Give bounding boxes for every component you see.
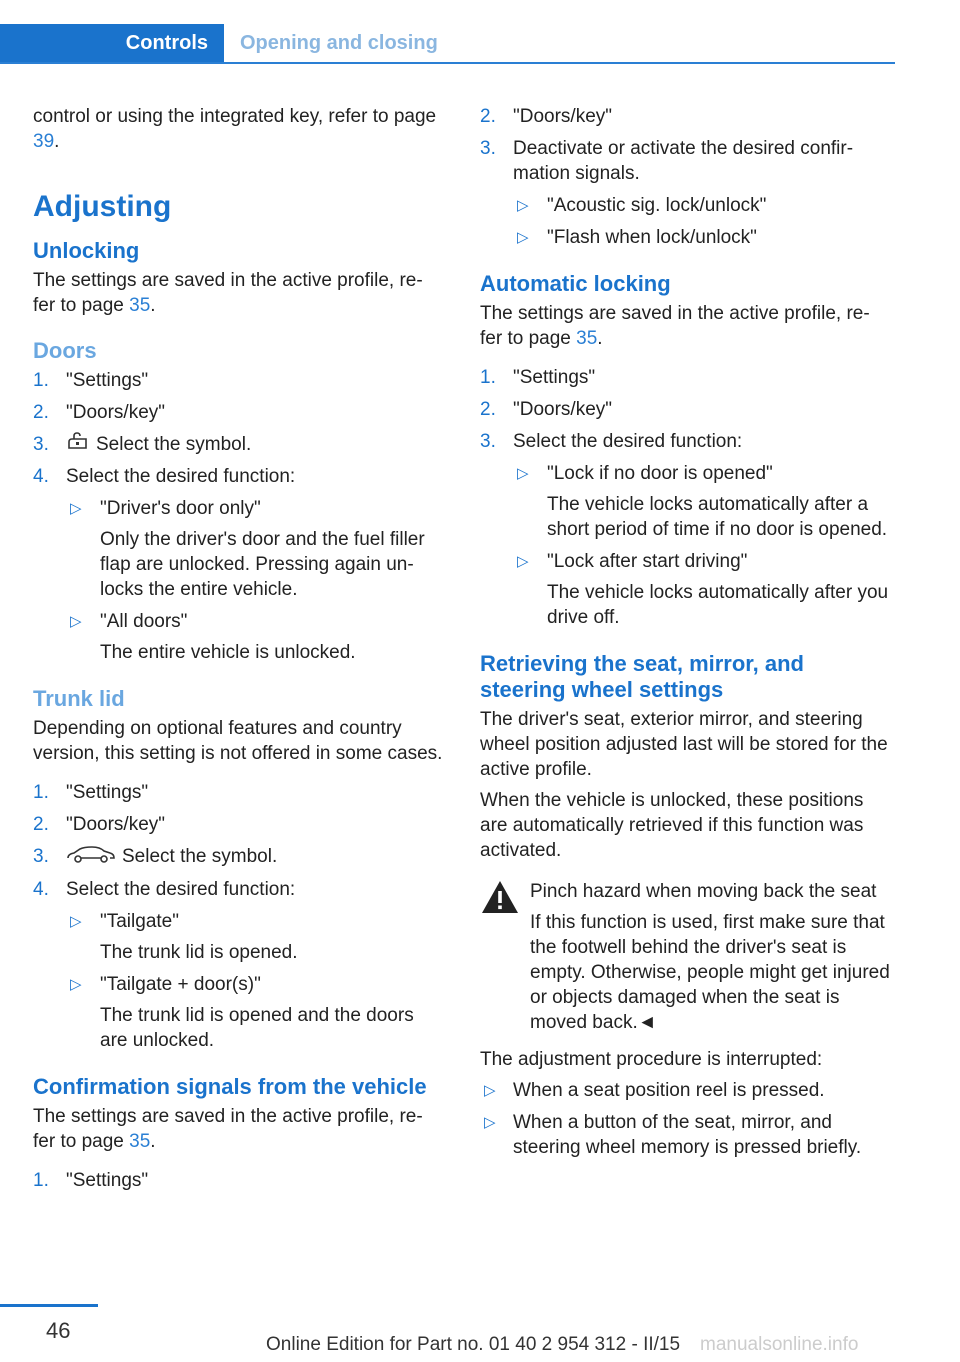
list-item — [480, 365, 890, 390]
interrupt-paragraph: The adjustment procedure is interrupted: — [480, 1049, 823, 1070]
left-column — [33, 104, 443, 1200]
list-item — [33, 844, 443, 869]
step-number: 4. — [33, 878, 49, 900]
option-desc: The entire vehicle is unlocked. — [100, 642, 356, 664]
option-desc: The vehicle locks automatically after a short period of time if no door is opened. — [547, 494, 888, 540]
step-text: "Settings" — [66, 782, 149, 804]
option-title: "Tailgate" — [100, 910, 179, 932]
warning-box — [480, 879, 890, 1035]
option-title: "Lock after start driving" — [547, 551, 748, 572]
step-text: Select the symbol. — [122, 846, 278, 868]
heading-adjusting: Adjusting — [33, 190, 172, 223]
triangle-bullet-icon: ▷ — [70, 975, 82, 993]
step-number: 2. — [480, 399, 496, 420]
option-title: "Acoustic sig. lock/unlock" — [547, 195, 767, 216]
option-title: "Tailgate + door(s)" — [100, 973, 261, 995]
page-number: 46 — [46, 1318, 71, 1343]
list-item — [33, 432, 443, 457]
step-number: 3. — [33, 434, 49, 455]
list-item — [480, 1078, 890, 1103]
footer-rule — [0, 1304, 98, 1307]
step-number: 1. — [33, 370, 49, 391]
step-text: Select the symbol. — [96, 434, 252, 455]
page-link-35[interactable]: 35 — [576, 328, 598, 349]
list-item — [513, 193, 890, 218]
list-item — [33, 400, 443, 425]
step-text: "Doors/key" — [66, 814, 166, 836]
list-item — [66, 909, 443, 965]
retrieve-paragraph-2: When the vehicle is unlocked, these positions are automatically retrieved if this function was activated. — [480, 790, 864, 861]
unlocking-end: . — [150, 295, 156, 316]
step-text: "Doors/key" — [513, 106, 613, 127]
triangle-bullet-icon: ▷ — [70, 613, 82, 631]
tab-opening-and-closing[interactable]: Opening and closing — [240, 31, 438, 54]
door-lock-icon — [66, 432, 90, 457]
list-item — [33, 464, 443, 665]
option-desc: The trunk lid is opened. — [100, 941, 298, 963]
confirm-steps-left — [33, 1168, 443, 1193]
list-item — [513, 549, 890, 630]
list-item — [33, 368, 443, 393]
list-item — [66, 972, 443, 1053]
heading-unlocking: Unlocking — [33, 238, 140, 263]
step-text: Select the desired function: — [66, 878, 296, 900]
autolock-text: The settings are saved in the active profile, re-fer to page — [480, 303, 870, 349]
step-text: Deactivate or activate the desired confir-mation signals. — [513, 138, 854, 184]
doors-steps — [33, 368, 443, 665]
step-number: 3. — [33, 846, 49, 868]
confirm-paragraph — [33, 1104, 443, 1154]
step-number: 1. — [480, 367, 496, 388]
list-item — [33, 812, 443, 837]
autolock-paragraph — [480, 301, 890, 351]
warning-body: If this function is used, first make sure that the footwell behind the driver's seat is empty. Otherwise, people might get injured or objects damaged when the seat is moved back.◄ — [530, 912, 890, 1033]
edition-text: Online Edition for Part no. 01 40 2 954 312 - II/15 — [266, 1334, 681, 1355]
step-text: "Settings" — [66, 1169, 149, 1191]
heading-automatic-locking: Automatic locking — [480, 271, 671, 296]
heading-confirmation-signals: Confirmation signals from the vehicle — [33, 1073, 427, 1099]
heading-retrieving-settings: Retrieving the seat, mirror, and steering wheel settings — [480, 651, 804, 702]
list-item — [480, 104, 890, 129]
option-desc: The vehicle locks automatically after you drive off. — [547, 582, 889, 628]
page-link-35[interactable]: 35 — [129, 1130, 151, 1152]
triangle-bullet-icon: ▷ — [70, 500, 82, 518]
step-number: 4. — [33, 466, 49, 488]
doors-options — [66, 496, 443, 665]
list-item — [66, 496, 443, 602]
confirm-end: . — [150, 1130, 156, 1152]
unlocking-text: The settings are saved in the active profile, re-fer to page — [33, 270, 423, 316]
watermark-text: manualsonline.info — [700, 1334, 859, 1355]
triangle-bullet-icon: ▷ — [517, 553, 529, 570]
confirm-steps-right — [480, 104, 890, 250]
autolock-options — [513, 461, 890, 630]
list-item — [513, 461, 890, 542]
trunk-steps — [33, 780, 443, 1052]
step-number: 3. — [480, 431, 496, 452]
retrieve-paragraph-1: The driver's seat, exterior mirror, and steering wheel position adjusted last will be stored for the active profile. — [480, 709, 888, 780]
option-title: "Driver's door only" — [100, 498, 261, 520]
step-number: 2. — [33, 814, 49, 836]
confirm-text: The settings are saved in the active profile, re-fer to page — [33, 1105, 423, 1152]
triangle-bullet-icon: ▷ — [517, 229, 529, 246]
tab-controls[interactable]: Controls — [0, 24, 224, 62]
autolock-steps — [480, 365, 890, 630]
list-item — [66, 609, 443, 665]
interrupt-item: When a seat position reel is pressed. — [513, 1080, 825, 1101]
option-title: "Flash when lock/unlock" — [547, 227, 757, 248]
header-bar — [0, 24, 895, 64]
triangle-bullet-icon: ▷ — [484, 1114, 496, 1131]
option-desc: The trunk lid is opened and the doors are unlocked. — [100, 1004, 414, 1051]
step-text: Select the desired function: — [66, 466, 296, 488]
step-number: 1. — [33, 782, 49, 804]
warning-title: Pinch hazard when moving back the seat — [530, 881, 877, 902]
warning-triangle-icon — [480, 879, 520, 922]
intro-end: . — [54, 131, 60, 152]
triangle-bullet-icon: ▷ — [517, 197, 529, 214]
step-number: 3. — [480, 138, 496, 159]
confirm-options — [513, 193, 890, 250]
option-desc: Only the driver's door and the fuel filler flap are unlocked. Pressing again un-locks the entire vehicle. — [100, 529, 425, 601]
step-number: 1. — [33, 1169, 49, 1191]
car-trunk-icon — [66, 845, 116, 870]
triangle-bullet-icon: ▷ — [517, 465, 529, 482]
list-item — [480, 429, 890, 630]
step-number: 2. — [33, 402, 49, 423]
list-item — [480, 136, 890, 250]
step-text: "Settings" — [513, 367, 596, 388]
step-text: "Settings" — [66, 370, 149, 391]
triangle-bullet-icon: ▷ — [70, 912, 82, 930]
right-column — [480, 104, 890, 1167]
step-text: "Doors/key" — [513, 399, 613, 420]
page-link-39[interactable]: 39 — [33, 131, 55, 152]
list-item — [480, 1110, 890, 1160]
option-title: "Lock if no door is opened" — [547, 463, 773, 484]
trunk-paragraph: Depending on optional features and country version, this setting is not offered in some cases. — [33, 718, 443, 765]
heading-doors: Doors — [33, 338, 97, 363]
autolock-end: . — [597, 328, 603, 349]
step-number: 2. — [480, 106, 496, 127]
intro-text: control or using the integrated key, refer to page — [33, 106, 437, 127]
triangle-bullet-icon: ▷ — [484, 1082, 496, 1099]
heading-trunk-lid: Trunk lid — [33, 686, 125, 712]
list-item — [513, 225, 890, 250]
step-text: Select the desired function: — [513, 431, 743, 452]
page-link-35[interactable]: 35 — [129, 295, 151, 316]
list-item — [33, 877, 443, 1053]
trunk-options — [66, 909, 443, 1053]
unlocking-paragraph — [33, 268, 443, 318]
intro-paragraph — [33, 104, 443, 154]
interrupt-item: When a button of the seat, mirror, and steering wheel memory is pressed briefly. — [513, 1112, 862, 1158]
interrupt-list — [480, 1078, 890, 1160]
list-item — [33, 780, 443, 805]
option-title: "All doors" — [100, 611, 188, 633]
list-item — [480, 397, 890, 422]
step-text: "Doors/key" — [66, 402, 166, 423]
list-item — [33, 1168, 443, 1193]
